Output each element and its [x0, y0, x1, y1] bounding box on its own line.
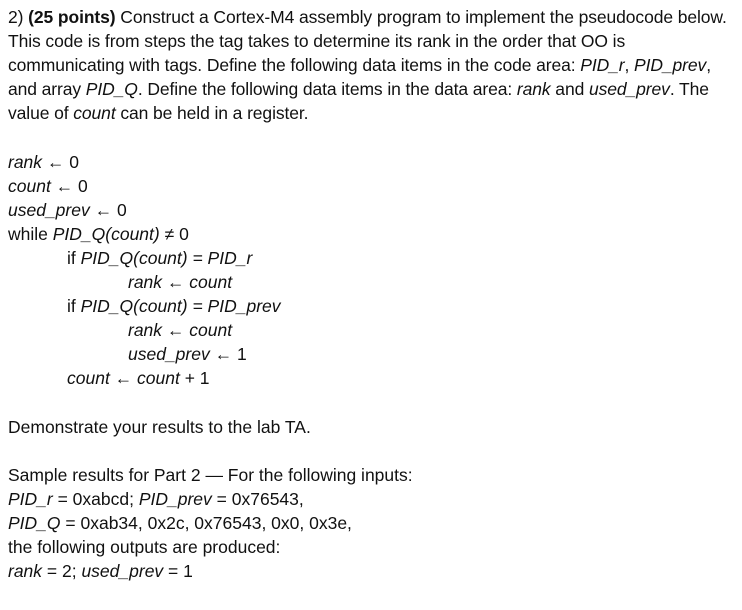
- code-var: used_prev: [8, 200, 90, 220]
- problem-text: , and array: [8, 55, 711, 99]
- problem-number: 2): [8, 7, 24, 27]
- term-used-prev: used_prev: [588, 79, 670, 99]
- term-pid-q: PID_Q: [85, 79, 138, 99]
- sample-header: Sample results for Part 2 — For the following inputs:: [8, 465, 413, 485]
- code-text: = 0xabcd;: [52, 489, 139, 509]
- problem-text: Construct a Cortex-M4 assembly program to implement the pseudocode below. This code is from steps the tag takes to determine its rank in the order that OO is communicating with tags. Define the following data items in the code area:: [8, 7, 727, 75]
- code-var: rank: [8, 152, 43, 172]
- code-line-10: [8, 366, 734, 390]
- code-text: = 0xab34, 0x2c, 0x76543, 0x0, 0x3e,: [60, 513, 352, 533]
- code-line-3: [8, 198, 734, 222]
- code-var: rank ← count: [128, 320, 233, 340]
- code-line-1: [8, 150, 734, 174]
- code-var: count ← count: [67, 368, 180, 388]
- problem-text: ,: [624, 55, 635, 75]
- code-line-2: [8, 174, 734, 198]
- demo-instruction: Demonstrate your results to the lab TA.: [8, 417, 311, 437]
- code-text: = 0x76543,: [211, 489, 304, 509]
- code-var: PID_Q(count): [52, 224, 160, 244]
- sample-input-line-1: [8, 487, 734, 511]
- term-pid-prev: PID_prev: [634, 55, 707, 75]
- sample-output-line: [8, 559, 734, 583]
- code-var: PID_prev: [138, 489, 212, 509]
- problem-text: . The value of: [8, 79, 709, 123]
- sample-results: [8, 463, 734, 583]
- code-keyword: if: [67, 296, 81, 316]
- code-keyword: if: [67, 248, 81, 268]
- code-var: PID_Q(count) = PID_prev: [80, 296, 281, 316]
- term-count: count: [73, 103, 116, 123]
- code-var: PID_r: [8, 489, 53, 509]
- problem-statement: [8, 5, 734, 125]
- problem-text: . Define the following data items in the data area:: [137, 79, 517, 99]
- code-var: rank: [8, 561, 43, 581]
- pseudocode-block: [8, 150, 734, 390]
- code-var: PID_Q: [8, 513, 61, 533]
- term-rank: rank: [516, 79, 551, 99]
- code-line-7: [8, 294, 734, 318]
- code-keyword: while: [8, 224, 53, 244]
- problem-text: can be held in a register.: [115, 103, 309, 123]
- code-var: count: [8, 176, 51, 196]
- code-var: PID_Q(count) = PID_r: [80, 248, 253, 268]
- code-var: used_prev: [128, 344, 210, 364]
- code-line-4: [8, 222, 734, 246]
- code-var: used_prev: [81, 561, 164, 581]
- code-text: ← 0: [89, 200, 127, 220]
- code-line-8: [8, 318, 734, 342]
- sample-output-header: the following outputs are produced:: [8, 537, 281, 557]
- code-line-9: [8, 342, 734, 366]
- code-line-6: [8, 270, 734, 294]
- code-text: = 1: [163, 561, 193, 581]
- code-text: + 1: [179, 368, 210, 388]
- sample-input-line-2: [8, 511, 734, 535]
- code-text: ← 0: [42, 152, 80, 172]
- code-text: ≠ 0: [159, 224, 189, 244]
- code-text: ← 0: [50, 176, 88, 196]
- term-pid-r: PID_r: [580, 55, 625, 75]
- code-var: rank ← count: [128, 272, 233, 292]
- code-line-5: [8, 246, 734, 270]
- problem-text: and: [550, 79, 589, 99]
- code-text: = 2;: [42, 561, 82, 581]
- problem-points: (25 points): [28, 7, 116, 27]
- code-text: ← 1: [209, 344, 247, 364]
